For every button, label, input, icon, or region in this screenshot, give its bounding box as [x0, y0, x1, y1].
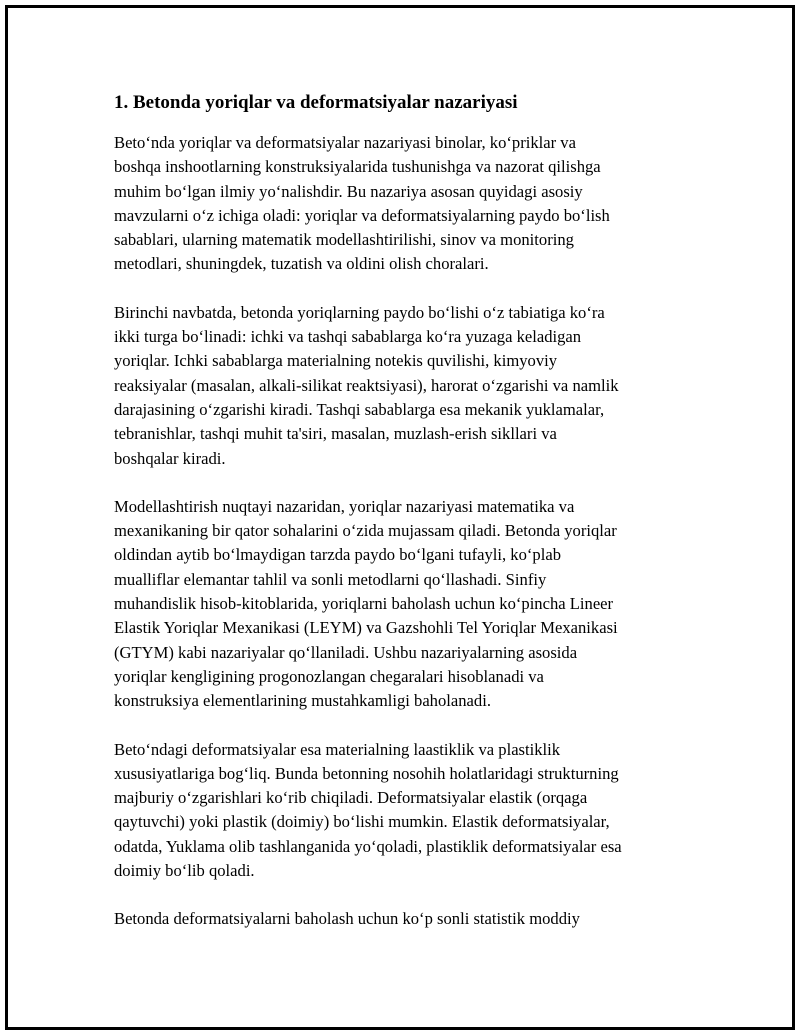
paragraph: Beto‘ndagi deformatsiyalar esa materialning laastiklik va plastiklik xususiyatlariga bog‘liq. Bunda betonning nosohih holatlaridagi strukturning majburiy o‘zgarishlari ko‘rib chiqiladi. Deformatsiyalar elastik (orqaga qaytuvchi) yoki plastik (doimiy) bo‘lishi mumkin. Elastik deformatsiyalar, odatda, Yuklama olib tashlanganida yo‘qoladi, plastiklik deformatsiyalar esa doimiy bo‘lib qoladi. — [114, 739, 622, 881]
paragraph: Modellashtirish nuqtayi nazaridan, yoriqlar nazariyasi matematika va mexanikaning bir qator sohalarini o‘zida mujassam qiladi. Betonda yoriqlar oldindan aytib bo‘lmaydigan tarzda paydo bo‘lgani tufayli, ko‘plab mualliflar elemantar tahlil va sonli metodlarni qo‘llashadi. Sinfiy muhandislik hisob-kitoblarida, yoriqlarni baholash uchun ko‘pincha Lineer Elastik Yoriqlar Mexanikasi (LEYM) va Gazshohli Tel Yoriqlar Mexanikasi (GTYM) kabi nazariyalar qo‘llaniladi. Ushbu nazariyalarning asosida yoriqlar kengligining progonozlangan chegaralari hisoblanadi va konstruksiya elementlarining mustahkamligi baholanadi. — [114, 496, 618, 711]
document-body — [114, 91, 684, 956]
paragraph: Birinchi navbatda, betonda yoriqlarning paydo bo‘lishi o‘z tabiatiga ko‘ra ikki turga bo‘linadi: ichki va tashqi sabablarga ko‘ra yuzaga keladigan yoriqlar. Ichki sabablarga materialning notekis quvilishi, kimyoviy reaksiyalar (masalan, alkali-silikat reaktsiyasi), harorat o‘zgarishi va namlik darajasining o‘zgarishi kiradi. Tashqi sabablarga esa mekanik yuklamalar, tebranishlar, tashqi muhit ta'siri, masalan, muzlash-erish sikllari va boshqalar kiradi. — [114, 302, 619, 468]
paragraph: Beto‘nda yoriqlar va deformatsiyalar nazariyasi binolar, ko‘priklar va boshqa inshootlarning konstruksiyalarida tushunishga va nazorat qilishga muhim bo‘lgan ilmiy yo‘nalishdir. Bu nazariya asosan quyidagi asosiy mavzularni o‘z ichiga oladi: yoriqlar va deformatsiyalarning paydo bo‘lish sabablari, ularning matematik modellashtirilishi, sinov va monitoring metodlari, shuningdek, tuzatish va oldini olish choralari. — [114, 133, 610, 274]
paragraph: Betonda deformatsiyalarni baholash uchun ko‘p sonli statistik moddiy — [114, 909, 580, 929]
section-heading: 1. Betonda yoriqlar va deformatsiyalar nazariyasi — [114, 92, 518, 113]
